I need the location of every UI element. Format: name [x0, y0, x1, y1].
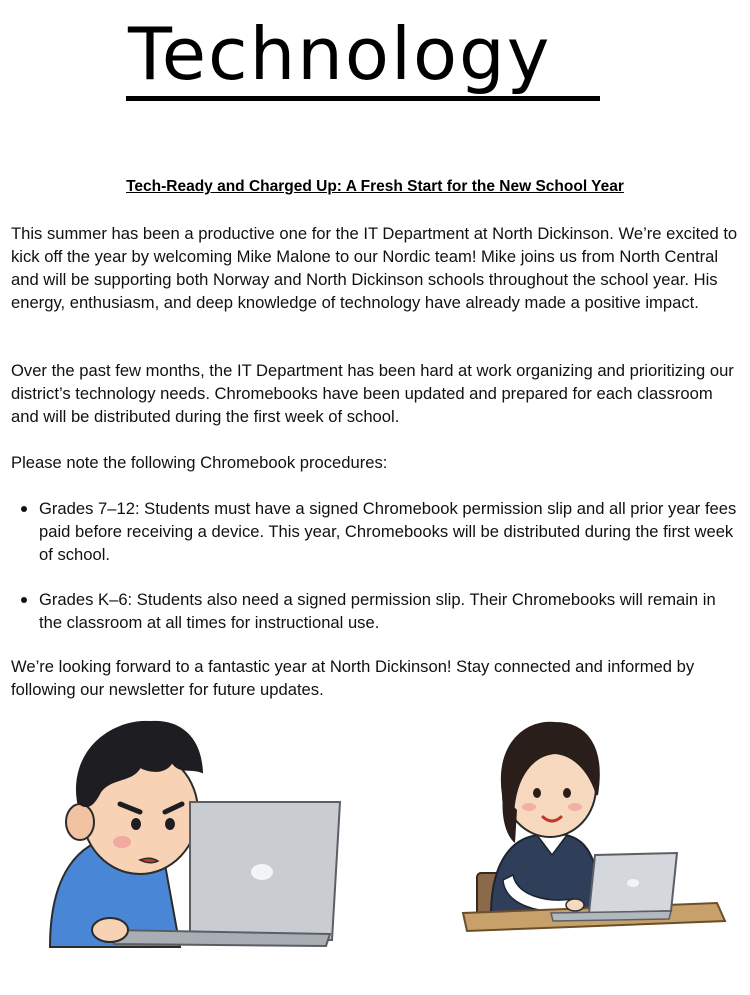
update-paragraph: Over the past few months, the IT Department has been hard at work organizing and prioritizing our district’s technology needs. Chromebooks have been updated and prepared for each classroom and will be distributed during the first week of school. [11, 361, 734, 426]
girl-using-laptop-illustration [455, 715, 730, 945]
intro-paragraph: This summer has been a productive one for the IT Department at North Dickinson. We’re excited to kick off the year by welcoming Mike Malone to our Nordic team! Mike joins us from North Central and will be supporting both Norway and North Dickinson schools throughout the school year. His energy, enthusiasm, and deep knowledge of technology have already made a positive impact. [11, 224, 738, 312]
title-underline [126, 96, 600, 101]
title-block [0, 0, 750, 120]
bullet-text-grades-7-12: Grades 7–12: Students must have a signed Chromebook permission slip and all prior year fees paid before receiving a device. This year, Chromebooks will be distributed during the first week of school. [39, 499, 737, 564]
article-heading: Tech-Ready and Charged Up: A Fresh Start for the New School Year [126, 178, 624, 195]
boy-using-laptop-illustration [40, 712, 350, 957]
procedure-list-item [11, 588, 741, 634]
bullet-text-grades-k-6: Grades K–6: Students also need a signed permission slip. Their Chromebooks will remain in the classroom at all times for instructional use. [39, 590, 716, 632]
closing-paragraph: We’re looking forward to a fantastic year at North Dickinson! Stay connected and informed by following our newsletter for future updates. [11, 657, 695, 699]
procedure-list-item [11, 497, 741, 566]
bullet-icon [21, 506, 27, 512]
procedures-lead: Please note the following Chromebook procedures: [11, 453, 388, 472]
bullet-icon [21, 597, 27, 603]
page-title: Technology [128, 12, 552, 96]
